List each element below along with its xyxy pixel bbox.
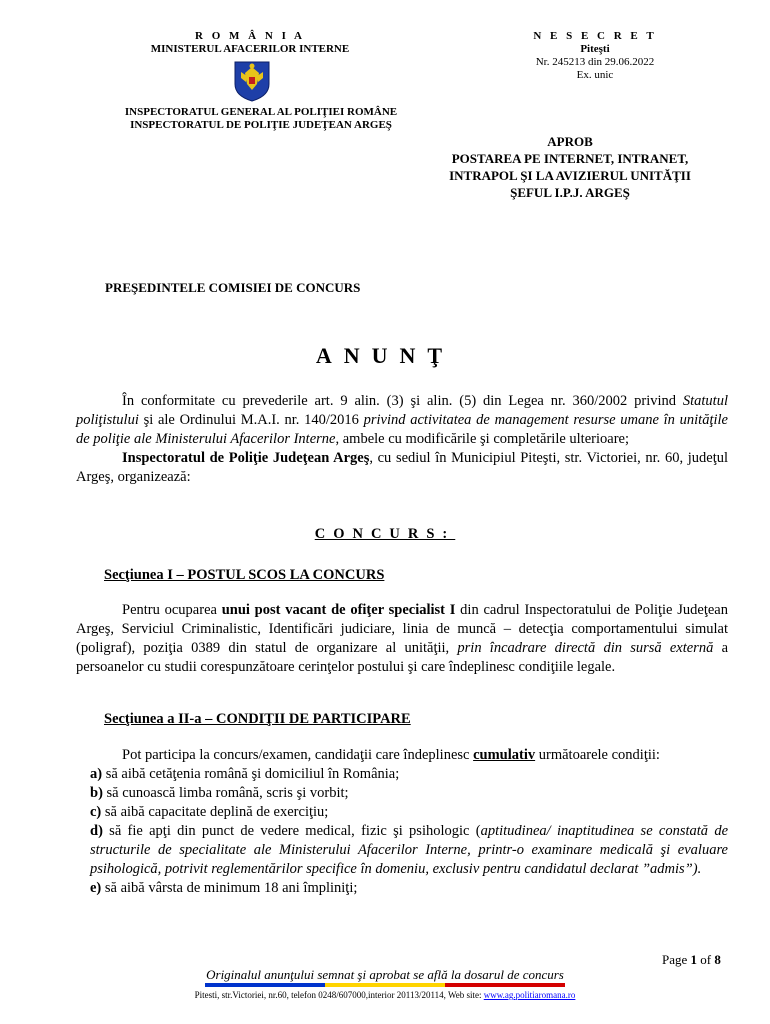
document-title: ANUNŢ xyxy=(315,343,455,368)
inspectorate-block xyxy=(96,106,426,132)
intro-paragraph-2: Inspectoratul de Poliţie Judeţean Argeş, cu sediul în Municipiul Piteşti, str. Victoriei, nr. 60, judeţul Argeş, organizează: xyxy=(76,450,728,485)
section-1-text: Pentru ocuparea unui post vacant de ofiţer specialist I din cadrul Inspectoratului de Poliţie Judeţean Argeş, Serviciul Criminalistic, Identificări judiciare, linia de muncă – detecţia comportamentului simulat (poligraf), poziţia 0389 din statul de organizare al unităţii, prin încadrare directă din sursă externă a persoanelor cu studii corespunzătoare cerinţelor postului şi care îndeplinesc condiţiile legale. xyxy=(76,602,729,675)
country: R O M Â N I A xyxy=(195,30,305,42)
coat-of-arms-icon xyxy=(233,60,271,102)
footer-contact: Pitesti, str.Victoriei, nr.60, telefon 0248/607000,interior 20113/20114, Web site: www.ag.politiaromana.ro xyxy=(194,990,576,1000)
approval-line-1: APROB xyxy=(547,134,593,149)
commission-president: PREŞEDINTELE COMISIEI DE CONCURS xyxy=(105,280,361,295)
concurs-heading: CONCURS: xyxy=(314,526,456,542)
section-1-title: Secţiunea I – POSTUL SCOS LA CONCURS xyxy=(104,567,385,583)
tricolor-red xyxy=(445,983,565,987)
approval-line-4: ŞEFUL I.P.J. ARGEŞ xyxy=(510,185,630,200)
intro-paragraph-1: În conformitate cu prevederile art. 9 alin. (3) şi alin. (5) din Legea nr. 360/2002 privind Statutul poliţistului şi ale Ordinului M.A.I. nr. 140/2016 privind activitatea de management resurse umane în unităţile de poliţie ale Ministerului Afacerilor Interne, ambele cu modificările şi completările ulterioare; xyxy=(76,393,728,447)
registration-number: Nr. 245213 din 29.06.2022 xyxy=(535,56,655,68)
inspectorate-general: INSPECTORATUL GENERAL AL POLIŢIEI ROMÂNE xyxy=(124,106,398,118)
tricolor-blue xyxy=(205,983,325,987)
classification: N E S E C R E T xyxy=(533,30,657,42)
section-2-title: Secţiunea a II-a – CONDIŢII DE PARTICIPARE xyxy=(104,711,411,727)
condition-item: b) să cunoască limba română, scris şi vorbit; xyxy=(90,785,349,801)
inspectorate-county: INSPECTORATUL DE POLIŢIE JUDEŢEAN ARGEŞ xyxy=(130,119,392,131)
header-left xyxy=(100,30,400,56)
tricolor-bar xyxy=(205,983,565,987)
header-right xyxy=(520,30,670,82)
footer-note: Originalul anunţului semnat şi aprobat se află la dosarul de concurs xyxy=(206,967,564,982)
copies: Ex. unic xyxy=(576,69,614,81)
city: Piteşti xyxy=(580,43,610,55)
section-2-intro: Pot participa la concurs/examen, candidaţii care îndeplinesc cumulativ următoarele condiţii: xyxy=(122,747,660,763)
condition-item: c) să aibă capacitate deplină de exerciţiu; xyxy=(90,804,329,820)
website-link[interactable]: www.ag.politiaromana.ro xyxy=(483,990,576,1000)
section-2-text xyxy=(76,746,728,898)
approval-block xyxy=(405,133,735,201)
page-number: Page 1 of 8 xyxy=(662,952,721,967)
condition-item: a) să aibă cetăţenia română şi domiciliul în România; xyxy=(90,766,400,782)
condition-item: e) să aibă vârsta de minimum 18 ani împliniţi; xyxy=(90,880,358,896)
approval-line-3: INTRAPOL ŞI LA AVIZIERUL UNITĂŢII xyxy=(449,168,691,183)
intro xyxy=(76,392,728,487)
condition-item: d) să fie apţi din punct de vedere medical, fizic şi psihologic (aptitudinea/ inaptitudinea se constată de structurile de specialitate ale Ministerului Afacerilor Interne, printr-o examinare medicală şi evaluare psihologică, potrivit reglementărilor specifice în domeniu, exclusiv pentru candidatul declarat ”admis”). xyxy=(90,823,729,877)
approval-line-2: POSTAREA PE INTERNET, INTRANET, xyxy=(451,151,689,166)
tricolor-yellow xyxy=(325,983,445,987)
ministry: MINISTERUL AFACERILOR INTERNE xyxy=(150,43,350,55)
